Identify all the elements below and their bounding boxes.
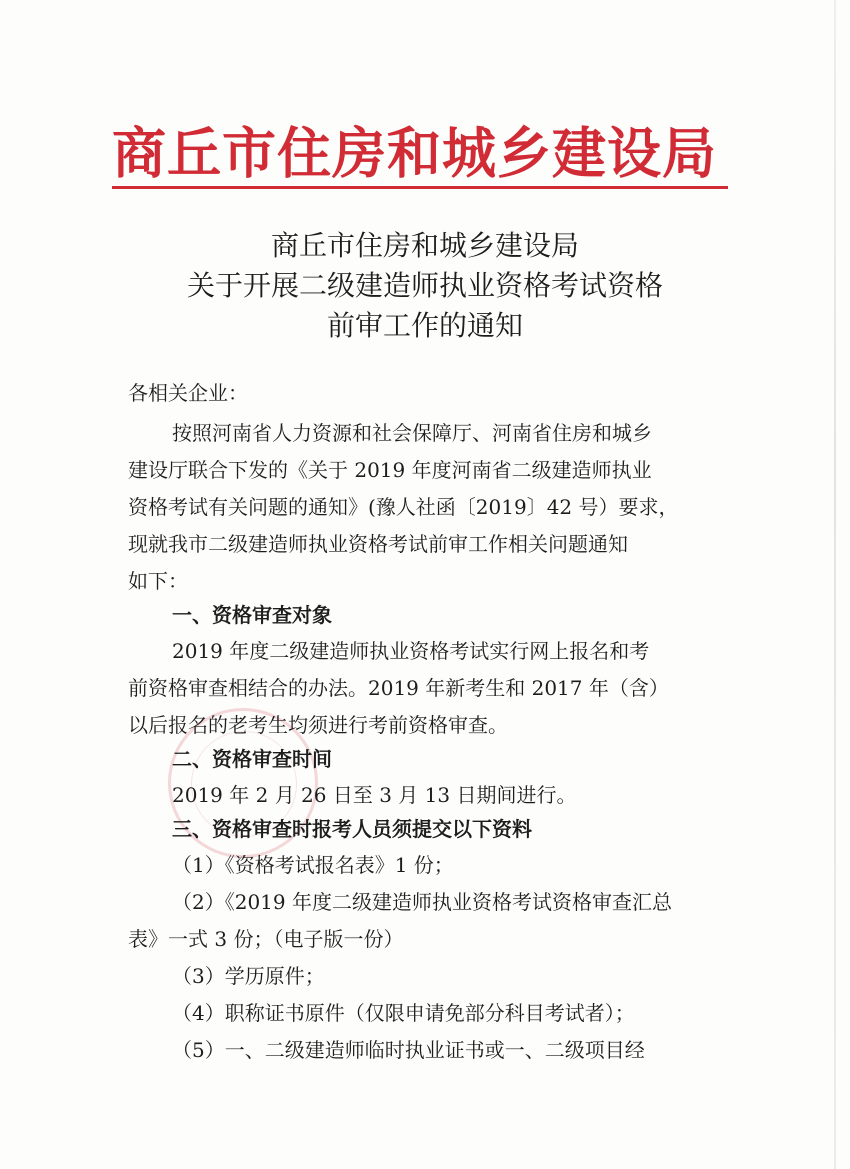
section-3-item: （2）《2019 年度二级建造师执业资格考试资格审查汇总 [172, 890, 672, 914]
section-2-line: 2019 年 2 月 26 日至 3 月 13 日期间进行。 [172, 783, 577, 807]
document-title-line-2: 关于开展二级建造师执业资格考试资格 [186, 269, 663, 302]
scan-edge [834, 0, 836, 1169]
intro-line: 按照河南省人力资源和社会保障厅、河南省住房和城乡 [172, 421, 652, 445]
section-1-line: 前资格审查相结合的办法。2019 年新考生和 2017 年（含） [128, 676, 669, 700]
intro-line: 如下： [128, 569, 188, 593]
section-2-heading: 二、资格审查时间 [172, 747, 332, 771]
letterhead-red-rule [112, 186, 728, 189]
section-3-heading: 三、资格审查时报考人员须提交以下资料 [172, 817, 532, 841]
intro-line: 现就我市二级建造师执业资格考试前审工作相关问题通知 [128, 532, 628, 556]
letterhead-org-name: 商丘市住房和城乡建设局 [112, 120, 717, 186]
section-3-item: 表》一式 3 份；（电子版一份） [128, 927, 404, 951]
section-3-item: （3）学历原件； [172, 964, 325, 988]
salutation: 各相关企业： [128, 381, 248, 405]
section-3-item: （5）一、二级建造师临时执业证书或一、二级项目经 [172, 1038, 645, 1062]
intro-line: 建设厅联合下发的《关于 2019 年度河南省二级建造师执业 [128, 458, 652, 482]
section-1-heading: 一、资格审查对象 [172, 603, 332, 627]
intro-line: 资格考试有关问题的通知》(豫人社函〔2019〕42 号）要求， [128, 495, 679, 519]
section-1-line: 2019 年度二级建造师执业资格考试实行网上报名和考 [172, 639, 650, 663]
section-3-item: （1）《资格考试报名表》1 份； [172, 853, 454, 877]
section-1-line: 以后报名的老考生均须进行考前资格审查。 [128, 713, 508, 737]
document-title-line-1: 商丘市住房和城乡建设局 [270, 229, 579, 262]
document-title-line-3: 前审工作的通知 [326, 309, 523, 342]
section-3-item: （4）职称证书原件（仅限申请免部分科目考试者）； [172, 1001, 635, 1025]
